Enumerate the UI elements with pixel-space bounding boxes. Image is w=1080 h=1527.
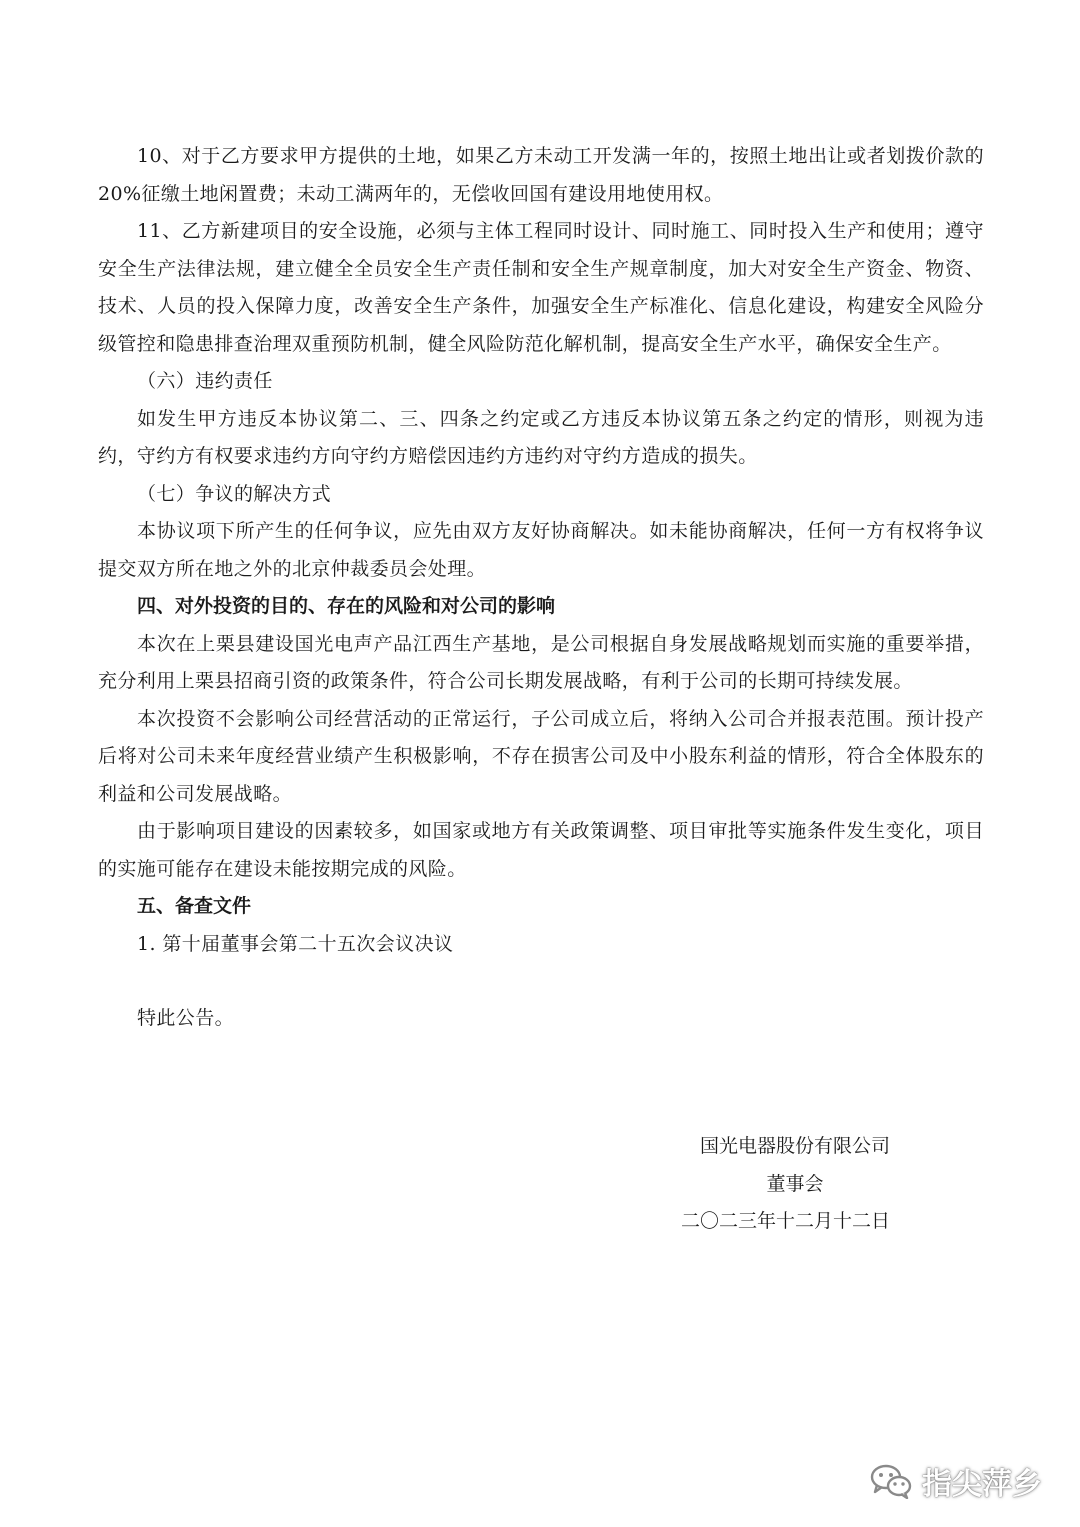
subheading-dispute-resolution: （七）争议的解决方式 [137, 482, 332, 505]
clause-11: 11、乙方新建项目的安全设施，必须与主体工程同时设计、同时施工、同时投入生产和使用；遵守安全生产法律法规，建立健全全员安全生产责任制和安全生产规章制度，加大对安全生产资金、物资、技术、人员的投入保障力度，改善安全生产条件，加强安全生产标准化、信息化建设，构建安全风险分级管控和隐患排查治理双重预防机制，健全风险防范化解机制，提高安全生产水平，确保安全生产。 [98, 220, 984, 355]
section-4-paragraph-2: 本次投资不会影响公司经营活动的正常运行，子公司成立后，将纳入公司合并报表范围。预计投产后将对公司未来年度经营业绩产生积极影响，不存在损害公司及中小股东利益的情形，符合全体股东的利益和公司发展战略。 [98, 707, 984, 805]
watermark [870, 1459, 1042, 1503]
signature-board: 董事会 [766, 1172, 824, 1195]
dispute-resolution-text: 本协议项下所产生的任何争议，应先由双方友好协商解决。如未能协商解决，任何一方有权将争议提交双方所在地之外的北京仲裁委员会处理。 [98, 520, 984, 580]
breach-liability-text: 如发生甲方违反本协议第二、三、四条之约定或乙方违反本协议第五条之约定的情形，则视为违约，守约方有权要求违约方向守约方赔偿因违约方违约对守约方造成的损失。 [98, 407, 984, 467]
watermark-text: 指尖萍乡 [922, 1467, 1042, 1502]
section-5-item-1: 1. 第十届董事会第二十五次会议决议 [137, 932, 454, 955]
section-4-heading: 四、对外投资的目的、存在的风险和对公司的影响 [137, 595, 556, 617]
wechat-icon [870, 1463, 912, 1499]
section-4-paragraph-1: 本次在上栗县建设国光电声产品江西生产基地，是公司根据自身发展战略规划而实施的重要举措，充分利用上栗县招商引资的政策条件，符合公司长期发展战略，有利于公司的长期可持续发展。 [98, 632, 984, 692]
closing-statement: 特此公告。 [137, 1007, 235, 1029]
signature-company: 国光电器股份有限公司 [699, 1135, 890, 1157]
document-body [98, 138, 984, 1038]
subheading-breach-liability: （六）违约责任 [137, 370, 273, 392]
signature-block [660, 1128, 890, 1241]
section-5-heading: 五、备查文件 [137, 895, 252, 917]
signature-date: 二〇二三年十二月十二日 [680, 1210, 890, 1232]
spacer [98, 963, 984, 1000]
section-4-paragraph-3: 由于影响项目建设的因素较多，如国家或地方有关政策调整、项目审批等实施条件发生变化，项目的实施可能存在建设未能按期完成的风险。 [98, 820, 984, 880]
clause-10: 10、对于乙方要求甲方提供的土地，如果乙方未动工开发满一年的，按照土地出让或者划拨价款的 20%征缴土地闲置费；未动工满两年的，无偿收回国有建设用地使用权。 [98, 145, 984, 205]
